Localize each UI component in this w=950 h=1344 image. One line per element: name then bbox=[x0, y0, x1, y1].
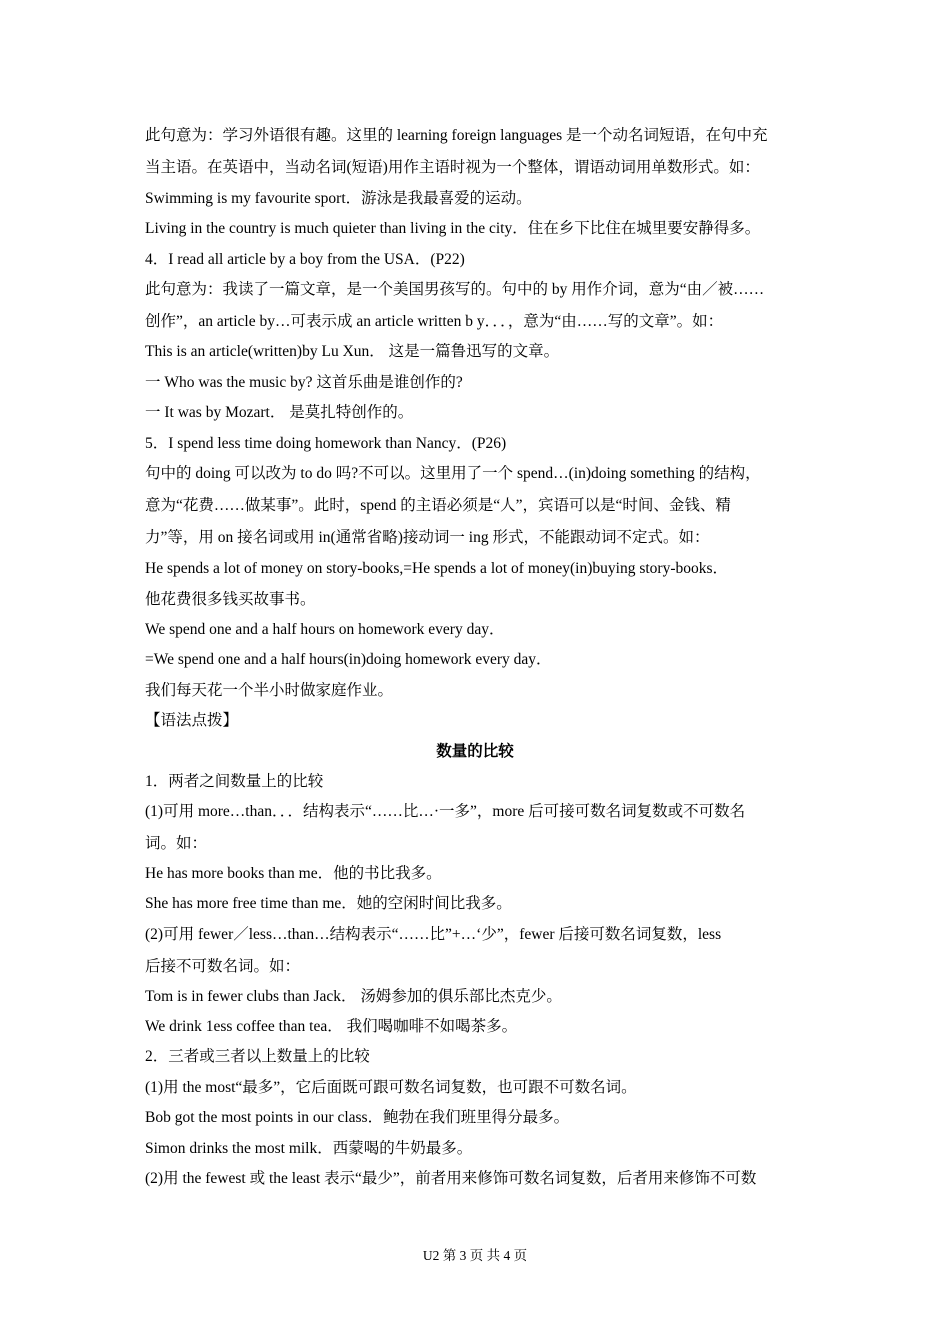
example-line: He has more books than me．他的书比我多。 bbox=[145, 865, 442, 882]
example-line: Simon drinks the most milk．西蒙喝的牛奶最多。 bbox=[145, 1140, 473, 1157]
example-line: =We spend one and a half hours(in)doing homework every day． bbox=[145, 651, 552, 668]
text-line: (1)可用 more…than．．．结构表示“……比…·一多”，more 后可接可数名词复数或不可数名 bbox=[145, 803, 746, 820]
example-line: We spend one and a half hours on homework every day． bbox=[145, 621, 505, 638]
section-title: 数量的比较 bbox=[436, 743, 514, 760]
grammar-label: 【语法点拨】 bbox=[145, 712, 239, 729]
text-line: 此句意为：我读了一篇文章，是一个美国男孩写的。句中的 by 用作介词，意为“由／被…… bbox=[145, 281, 765, 298]
text-line: Living in the country is much quieter than living in the city．住在乡下比住在城里要安静得多。 bbox=[145, 220, 761, 237]
text-line: Swimming is my favourite sport．游泳是我最喜爱的运动。 bbox=[145, 190, 532, 207]
text-line: 意为“花费……做某事”。此时，spend 的主语必须是“人”，宾语可以是“时间、金钱、精 bbox=[145, 497, 731, 514]
text-line: 后接不可数名词。如： bbox=[145, 958, 301, 975]
page-footer: U2 第 3 页 共 4 页 bbox=[422, 1248, 528, 1263]
example-line: 他花费很多钱买故事书。 bbox=[145, 591, 316, 608]
example-line: This is an article(written)by Lu Xun． 这是一篇鲁迅写的文章。 bbox=[145, 343, 560, 360]
text-line: 句中的 doing 可以改为 to do 吗?不可以。这里用了一个 spend…(in)doing something 的结构， bbox=[145, 465, 761, 482]
example-line: Bob got the most points in our class．鲍勃在我们班里得分最多。 bbox=[145, 1109, 570, 1126]
text-line: 此句意为：学习外语很有趣。这里的 learning foreign languages 是一个动名词短语，在句中充 bbox=[145, 127, 768, 144]
text-line: 当主语。在英语中，当动名词(短语)用作主语时视为一个整体，谓语动词用单数形式。如： bbox=[145, 159, 760, 176]
example-line: We drink 1ess coffee than tea． 我们喝咖啡不如喝茶多。 bbox=[145, 1018, 518, 1035]
text-line: 力”等，用 on 接名词或用 in(通常省略)接动词一 ing 形式，不能跟动词不定式。如： bbox=[145, 529, 710, 546]
example-line: Tom is in fewer clubs than Jack． 汤姆参加的俱乐部比杰克少。 bbox=[145, 988, 562, 1005]
example-line: 一 It was by Mozart． 是莫扎特创作的。 bbox=[145, 404, 414, 421]
example-line: 我们每天花一个半小时做家庭作业。 bbox=[145, 682, 394, 699]
text-line: 词。如： bbox=[145, 835, 208, 852]
example-line: She has more free time than me．她的空闲时间比我多。 bbox=[145, 895, 512, 912]
section-heading: 1．两者之间数量上的比较 bbox=[145, 773, 324, 790]
text-line: (2)用 the fewest 或 the least 表示“最少”，前者用来修饰可数名词复数，后者用来修饰不可数 bbox=[145, 1170, 757, 1187]
example-line: 一 Who was the music by? 这首乐曲是谁创作的? bbox=[145, 374, 463, 391]
text-line: (2)可用 fewer／less…than…结构表示“……比”+…‘少”，fewer 后接可数名词复数，less bbox=[145, 926, 722, 943]
section-heading: 5．I spend less time doing homework than Nancy．(P26) bbox=[145, 435, 507, 452]
text-line: (1)用 the most“最多”，它后面既可跟可数名词复数，也可跟不可数名词。 bbox=[145, 1079, 637, 1096]
section-heading: 2．三者或三者以上数量上的比较 bbox=[145, 1048, 370, 1065]
text-line: 创作”，an article by…可表示成 an article written b y．．．，意为“由……写的文章”。如： bbox=[145, 313, 724, 330]
example-line: He spends a lot of money on story-books,=He spends a lot of money(in)buying story-books． bbox=[145, 560, 729, 577]
section-heading: 4．I read all article by a boy from the USA．(P22) bbox=[145, 251, 465, 268]
